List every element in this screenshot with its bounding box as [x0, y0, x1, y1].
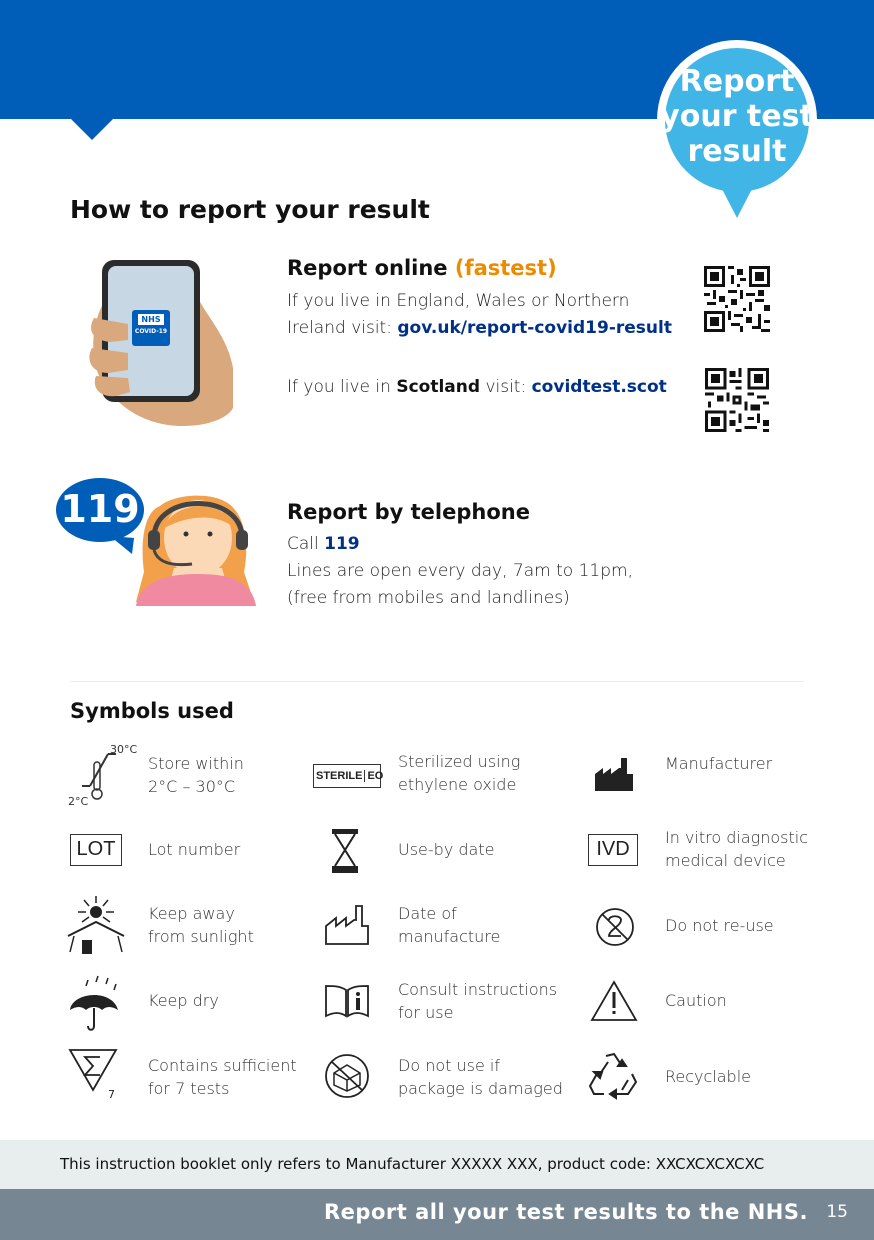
- footer-bar: [0, 1189, 874, 1240]
- store-line-2: 2°C – 30°C: [148, 777, 236, 796]
- consult-line-2: for use: [398, 1003, 454, 1022]
- qr-code-england[interactable]: [704, 266, 770, 332]
- nhs-app-icon: [132, 312, 170, 337]
- england-line-1: If you live in England, Wales or Northern: [287, 291, 630, 311]
- phone-hand-icon: [88, 258, 238, 428]
- consult-line-1: Consult instructions: [398, 980, 558, 999]
- symbol-use-by-label: Use-by date: [398, 840, 495, 859]
- symbol-sunlight-label: [148, 902, 254, 948]
- report-result-badge: [648, 40, 826, 218]
- england-line-2: [287, 315, 672, 342]
- temperature-limit-icon: [68, 742, 140, 808]
- temp-high-label: 30°C: [110, 743, 138, 756]
- symbols-title: Symbols used: [70, 699, 234, 723]
- symbol-store-label: [148, 752, 244, 798]
- report-telephone-heading: Report by telephone: [287, 500, 530, 524]
- symbol-no-reuse-label: Do not re-use: [665, 916, 774, 935]
- recycle-icon: [588, 1050, 640, 1100]
- dom-line-2: manufacture: [398, 927, 501, 946]
- symbol-recyclable-label: Recyclable: [665, 1067, 751, 1086]
- report-online-title: Report online: [287, 256, 448, 280]
- agent-illustration: [54, 472, 258, 612]
- footer-note-text: This instruction booklet only refers to Manufacturer XXXXX XXX, product code: XXCXCXCXCXC: [60, 1155, 765, 1173]
- symbol-caution-label: Caution: [665, 991, 727, 1010]
- qr-code-scotland[interactable]: [705, 368, 769, 432]
- report-online-heading: [287, 256, 557, 280]
- sun-line-2: from sunlight: [148, 927, 254, 946]
- caution-icon: [590, 980, 638, 1022]
- call-number-link[interactable]: 119: [324, 534, 360, 554]
- damaged-line-1: Do not use if: [398, 1056, 500, 1075]
- dom-line-1: Date of: [398, 904, 457, 923]
- fastest-label: (fastest): [454, 256, 557, 280]
- footer-note-band: [0, 1140, 874, 1189]
- header-notch: [70, 118, 114, 140]
- sterile-line-2: ethylene oxide: [398, 775, 517, 794]
- hourglass-icon: [330, 828, 362, 874]
- badge-text: [648, 64, 826, 169]
- bubble-number: 119: [60, 487, 140, 531]
- do-not-reuse-icon: [594, 906, 636, 948]
- consult-instructions-icon: [324, 984, 370, 1020]
- app-logo-bottom: COVID-19: [134, 328, 168, 335]
- lot-icon: LOT: [70, 834, 122, 866]
- symbol-dom-label: [398, 902, 500, 948]
- scotland-bold: Scotland: [396, 377, 481, 397]
- sigma-count: 7: [108, 1088, 115, 1101]
- damaged-line-2: package is damaged: [398, 1079, 563, 1098]
- sterile-line-1: Sterilized using: [398, 752, 521, 771]
- badge-line-3: result: [687, 134, 787, 169]
- sunlight-icon: [64, 896, 128, 958]
- footer-message: Report all your test results to the NHS.: [324, 1200, 808, 1224]
- sterile-eo-icon: [313, 764, 384, 788]
- manufacturer-icon: [594, 756, 634, 792]
- badge-line-2: your test: [660, 99, 814, 134]
- scotland-report-link[interactable]: covidtest.scot: [531, 377, 667, 397]
- call-line: [287, 531, 633, 558]
- scotland-prefix: If you live in: [287, 377, 391, 397]
- call-prefix: Call: [287, 534, 319, 554]
- app-logo-top: NHS: [138, 314, 164, 325]
- sun-line-1: Keep away: [148, 904, 235, 923]
- sterile-text: STERILE: [316, 770, 363, 782]
- symbol-ivd-label: [665, 826, 808, 872]
- section-title: How to report your result: [70, 195, 430, 224]
- england-instructions: [287, 288, 672, 342]
- suff-line-1: Contains sufficient: [148, 1056, 297, 1075]
- free-line: (free from mobiles and landlines): [287, 588, 570, 608]
- symbol-sufficient-label: [148, 1054, 297, 1100]
- section-divider: [70, 681, 804, 682]
- symbol-damaged-label: [398, 1054, 563, 1100]
- suff-line-2: for 7 tests: [148, 1079, 230, 1098]
- temp-low-label: 2°C: [68, 795, 89, 808]
- ivd-line-1: In vitro diagnostic: [665, 828, 809, 847]
- scotland-instructions: [287, 374, 667, 401]
- ivd-line-2: medical device: [665, 851, 786, 870]
- england-prefix: Ireland visit:: [287, 318, 392, 338]
- england-report-link[interactable]: gov.uk/report-covid19-result: [397, 318, 672, 338]
- phone-hand-illustration: [88, 258, 238, 432]
- symbol-dry-label: Keep dry: [148, 991, 219, 1010]
- hours-line: Lines are open every day, 7am to 11pm,: [287, 561, 633, 581]
- scotland-suffix: visit:: [485, 377, 527, 397]
- ivd-icon: IVD: [588, 834, 638, 866]
- sterile-eo-text: EO: [364, 770, 383, 782]
- damaged-package-icon: [322, 1053, 372, 1099]
- page-number: 15: [826, 1202, 848, 1222]
- telephone-details: [287, 531, 633, 612]
- store-line-1: Store within: [148, 754, 244, 773]
- sigma-icon: [68, 1048, 124, 1102]
- badge-line-1: Report: [679, 64, 795, 99]
- symbol-sterile-label: [398, 750, 520, 796]
- symbol-manufacturer-label: Manufacturer: [665, 754, 773, 773]
- symbol-lot-label: Lot number: [148, 840, 241, 859]
- date-of-manufacture-icon: [324, 904, 370, 946]
- umbrella-icon: [68, 974, 124, 1032]
- symbol-consult-label: [398, 978, 557, 1024]
